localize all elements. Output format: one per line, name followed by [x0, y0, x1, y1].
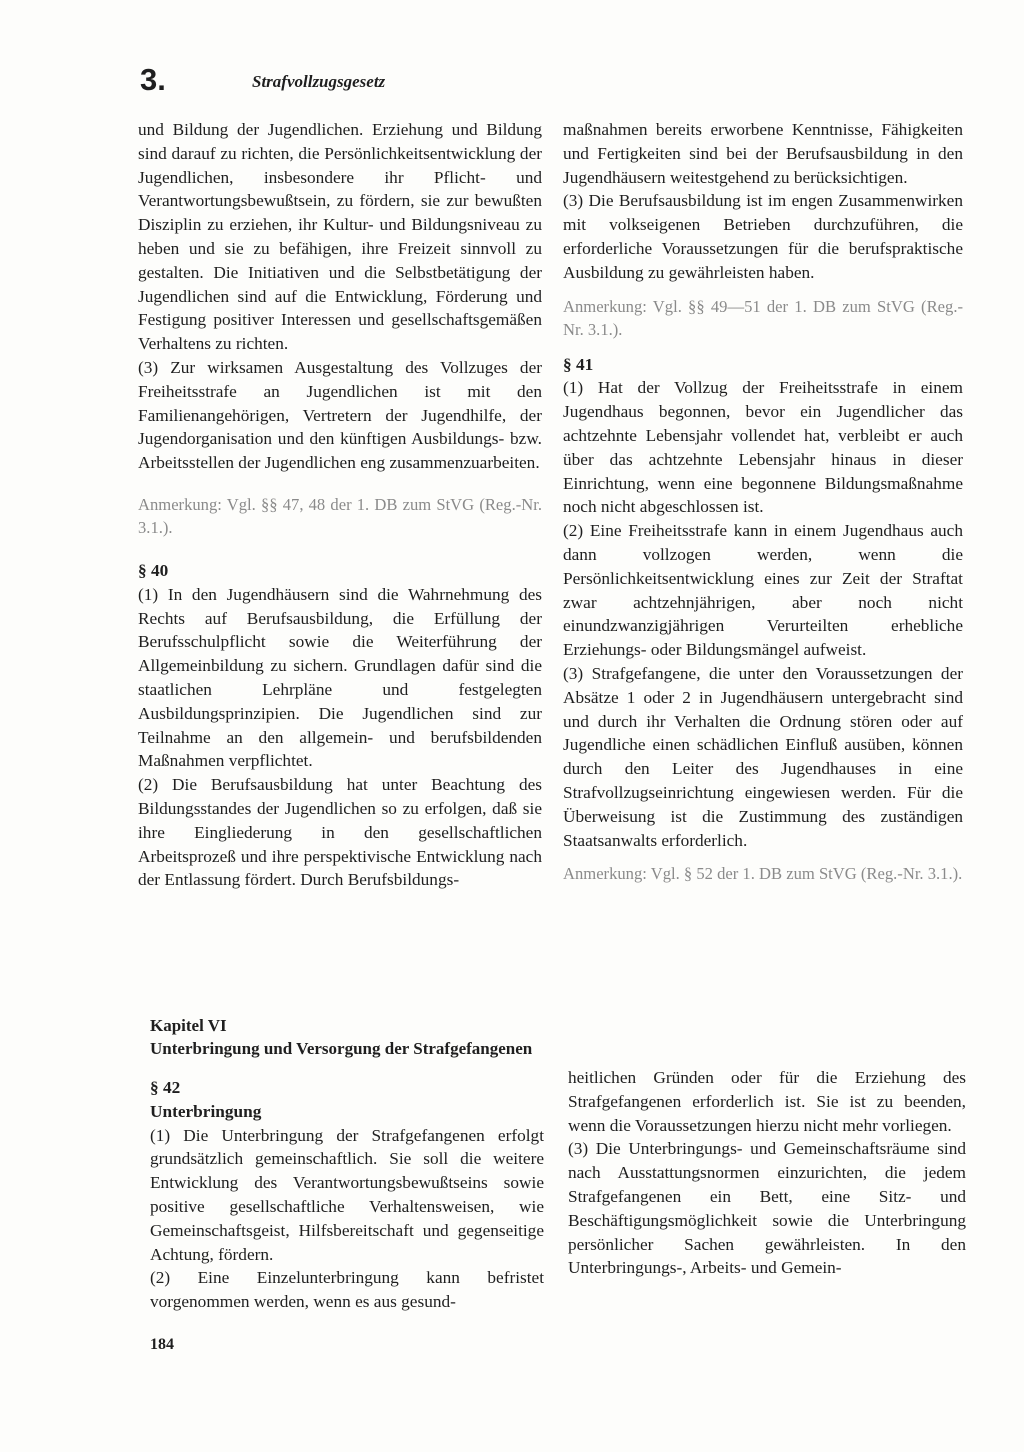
paragraph: (1) Hat der Vollzug der Freiheitsstrafe in einem Jugendhaus begonnen, bevor ein Jugendlicher das achtzehnte Lebensjahr vollendet hat, verbleibt er auch über das achtzehnte Lebensjahr hinaus in dieser Einrichtung, wenn eine begonnene Bildungsmaßnahme noch nicht abgeschlossen ist.	[563, 378, 963, 517]
chapter-label: Kapitel VI	[150, 1016, 227, 1035]
section-heading-40: § 40	[138, 560, 169, 580]
paragraph: (3) Die Unterbringungs- und Gemeinschaftsräume sind nach Ausstattungsnormen einzurichten, die jedem Strafgefangenen ein Bett, eine Sitz- und Beschäftigungsmöglichkeit sowie die Unterbringung persönlicher Sachen gewährleisten. In den Unterbringungs-, Arbeits- und Gemein-	[568, 1139, 966, 1278]
paragraph: (3) Zur wirksamen Ausgestaltung des Vollzuges der Freiheitsstrafe an Jugendlichen ist mit den Familienangehörigen, Vertretern der Jugendhilfe, der Jugendorganisation und den künftigen Ausbildungs- bzw. Arbeitsstellen der Jugendlichen eng zusammenzuarbeiten.	[138, 357, 542, 473]
section-heading-41: § 41	[563, 354, 594, 374]
lower-left-column	[150, 1076, 544, 1314]
paragraph: (2) Die Berufsausbildung hat unter Beachtung des Bildungsstandes der Jugendlichen so zu erfolgen, daß sie ihre Eingliederung in den gesellschaftlichen Arbeitsprozeß und ihre perspektivische Entwicklung nach der Entlassung fördert. Durch Berufsbildungs-	[138, 775, 542, 890]
paragraph: heitlichen Gründen oder für die Erziehung des Strafgefangenen erforderlich ist. Sie ist zu beenden, wenn die Voraussetzungen hierzu nicht mehr vorliegen.	[568, 1068, 966, 1135]
upper-left-column	[138, 118, 542, 892]
upper-right-column	[563, 118, 963, 885]
paragraph: (2) Eine Freiheitsstrafe kann in einem Jugendhaus auch dann vollzogen werden, wenn die Persönlichkeitsentwicklung eines zur Zeit der Straftat zwar achtzehnjährigen, aber noch nicht einundzwanzigjährigen Verurteilten erhebliche Erziehungs- oder Bildungsmängel aufweist.	[563, 521, 963, 660]
paragraph: (2) Eine Einzelunterbringung kann befristet vorgenommen werden, wenn es aus gesund-	[150, 1268, 544, 1312]
paragraph: (3) Die Berufsausbildung ist im engen Zusammenwirken mit volkseigenen Betrieben durchzuführen, die erforderliche Voraussetzungen für die berufspraktische Ausbildung zu gewährleisten haben.	[563, 191, 963, 282]
paragraph: (1) Die Unterbringung der Strafgefangenen erfolgt grundsätzlich gemeinschaftlich. Sie soll die weitere Entwicklung des Verantwortungsbewußtseins sowie positive gesellschaftliche Verhaltensweisen, wie Gemeinschaftsgeist, Hilfsbereitschaft und gegenseitige Achtung, fördern.	[150, 1125, 544, 1264]
chapter-title: Unterbringung und Versorgung der Strafgefangenen	[150, 1039, 533, 1058]
paragraph: (1) In den Jugendhäusern sind die Wahrnehmung des Rechts auf Berufsausbildung, die Erfüllung der Berufsschulpflicht sowie die Weiterführung der Allgemeinbildung zu sichern. Grundlagen dafür sind die staatlichen Lehrpläne und festgelegten Ausbildungsprinzipien. Die Jugendlichen sind zur Teilnahme an den allgemein- und berufsbildenden Maßnahmen verpflichtet.	[138, 584, 542, 771]
paragraph: maßnahmen bereits erworbene Kenntnisse, Fähigkeiten und Fertigkeiten sind bei der Berufsausbildung in den Jugendhäusern weitestgehend zu berücksichtigen.	[563, 120, 963, 187]
page-number: 184	[150, 1336, 174, 1353]
annotation-note: Anmerkung: Vgl. §§ 47, 48 der 1. DB zum StVG (Reg.-Nr. 3.1.).	[138, 494, 542, 537]
section-subtitle: Unterbringung	[150, 1101, 262, 1121]
section-heading-42: § 42	[150, 1078, 181, 1097]
annotation-note: Anmerkung: Vgl. §§ 49—51 der 1. DB zum StVG (Reg.-Nr. 3.1.).	[563, 296, 963, 339]
paragraph: und Bildung der Jugendlichen. Erziehung und Bildung sind darauf zu richten, die Persönlichkeitsentwicklung der Jugendlichen, insbesondere ihr Pflicht- und Verantwortungsbewußtsein, zu fördern, sie zur bewußten Disziplin zu erziehen, ihr Kultur- und Bildungsniveau zu heben und sie zu befähigen, ihre Freizeit sinnvoll zu gestalten. Die Initiativen und die Selbstbetätigung der Jugendlichen sind auf die Entwicklung, Förderung und Festigung positiver Interessen und gesellschaftsgemäßen Verhaltens zu richten.	[138, 120, 542, 354]
chapter-number: 3.	[140, 62, 166, 97]
paragraph: (3) Strafgefangene, die unter den Voraussetzungen der Absätze 1 oder 2 in Jugendhäusern untergebracht sind und durch ihr Verhalten die Ordnung stören oder auf Jugendliche einen schädlichen Einfluß ausüben, können durch den Leiter des Jugendhauses in eine Strafvollzugseinrichtung eingewiesen werden. Für die Überweisung ist die Zustimmung des zuständigen Staatsanwalts erforderlich.	[563, 663, 963, 850]
chapter-heading	[150, 1014, 532, 1060]
lower-right-column	[568, 1066, 966, 1280]
annotation-note: Anmerkung: Vgl. § 52 der 1. DB zum StVG (Reg.-Nr. 3.1.).	[563, 864, 963, 884]
running-title: Strafvollzugsgesetz	[252, 72, 386, 91]
